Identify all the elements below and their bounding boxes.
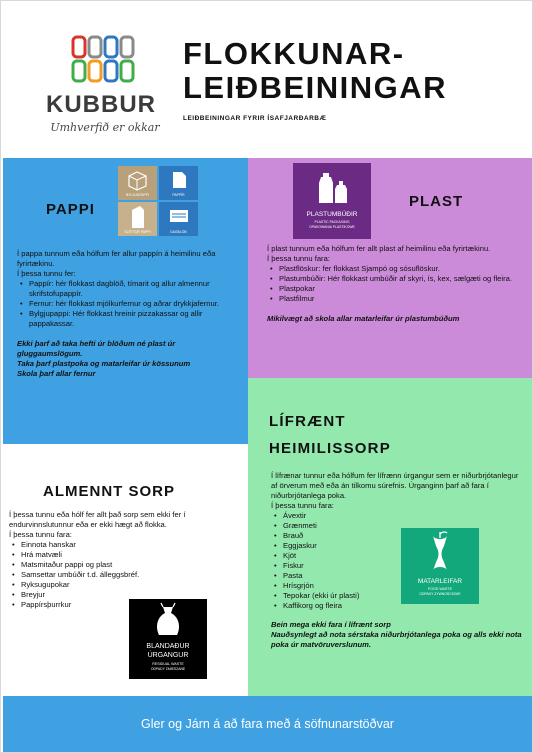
lifraent-list-intro: Í þessa tunnu fara:: [271, 501, 334, 510]
list-item: • Pappírsþurrkur: [9, 600, 239, 610]
blandadur-title: BLANDAÐUR: [146, 643, 190, 650]
list-item: • Grænmeti: [271, 521, 523, 531]
plast-list-intro: Í þessa tunnu fara:: [267, 254, 330, 263]
plastumbudir-sub: OPAKOWANIA PLASTIKOWE: [309, 225, 355, 229]
list-item: • Pasta: [271, 571, 523, 581]
list-item: • Einnota hanskar: [9, 540, 239, 550]
logo-block: [89, 61, 101, 81]
list-item: • Fernur: hér flokkast mjólkurfernur og aðrar drykkjafernur.: [17, 299, 232, 309]
plastumbudir-sub: PLASTIC PACKAGING: [314, 220, 350, 224]
list-item: • Kjöt: [271, 551, 523, 561]
list-item: • Plastfilmur: [267, 294, 517, 304]
logo-mark-icon: [71, 35, 137, 83]
lifraent-intro: Í lífrænar tunnur eða hólfum fer lífrænn úrgangur sem er niðurbrjótanlegur af örverum með eða án tilkomu súrefnis. Úrganginn þarf að fara í niðurbrjótanlega poka.: [271, 471, 519, 500]
plast-list: [267, 264, 517, 304]
list-item: • Tepokar (ekki úr plasti): [271, 591, 523, 601]
tile-label-bylgjupappi: BYLGJUPAPPI: [126, 193, 149, 197]
pappi-list-intro: Í þessa tunnu fer:: [17, 269, 76, 278]
lifraent-note: Nauðsynlegt að nota sérstaka niðurbrjótanlega poka og alls ekki nota poka úr matvöruverslunum.: [271, 630, 522, 649]
lifraent-heading: LÍFRÆNT HEIMILISSORP: [269, 413, 391, 457]
list-item: • Fiskur: [271, 561, 523, 571]
tile-label-pappir: PAPPÍR: [172, 193, 185, 197]
pappi-note: Ekki þarf að taka hefti úr blöðum né plast úr gluggaumslögum.: [17, 339, 176, 358]
almennt-list-intro: Í þessa tunnu fara:: [9, 530, 72, 539]
page-subtitle: LEIÐBEININGAR FYRIR ÍSAFJARÐARBÆ: [183, 115, 327, 122]
plastumbudir-tile: [293, 163, 371, 239]
pappi-note: Taka þarf plastpoka og matarleifar úr kössunum: [17, 359, 191, 368]
pappi-heading: PAPPI: [46, 201, 95, 218]
blandadur-urgangur-tile: [129, 599, 207, 679]
apple-core-icon: [401, 528, 479, 578]
list-item: • Plastpokar: [267, 284, 517, 294]
list-item: • Plastflöskur: fer flokkast Sjampó og sósuflöskur.: [267, 264, 517, 274]
brand-name: KUBBUR: [46, 91, 156, 118]
logo-block: [121, 61, 133, 81]
list-item: • Hrá matvæli: [9, 550, 239, 560]
plast-note: Mikilvægt að skola allar matarleifar úr plastumbúðum: [267, 314, 460, 323]
almennt-heading: ALMENNT SORP: [43, 483, 175, 500]
logo-block: [105, 37, 117, 57]
list-item: • Plastumbúðir: Hér flokkast umbúðir af skyri, ís, kex, sælgæti og fleira.: [267, 274, 517, 284]
paper-category-tiles: [118, 166, 198, 236]
almennt-body: [9, 510, 239, 610]
almennt-intro: Í þessa tunnu eða hólf fer allt það sorp sem ekki fer í endurvinnslutunnur eða er ekki hægt að flokka.: [9, 510, 186, 529]
brand-tagline: Umhverfið er okkar: [50, 121, 160, 134]
tile-label-dagblod: DAGBLÖÐ: [170, 230, 187, 234]
list-item: • Kaffikorg og fleira: [271, 601, 523, 611]
plast-intro: Í plast tunnum eða hólfum fer allt plast af heimilinu eða fyrirtækinu.: [267, 244, 491, 253]
pappi-note: Skola þarf allar fernur: [17, 369, 96, 378]
list-item: • Ryksugupokar: [9, 580, 239, 590]
list-item: • Brauð: [271, 531, 523, 541]
matarleifar-tile: [401, 528, 479, 604]
list-item: • Matsmitaður pappi og plast: [9, 560, 239, 570]
blandadur-sub: RESIDUAL WASTE: [152, 662, 184, 666]
matarleifar-title: MATARLEIFAR: [417, 578, 463, 585]
logo-block: [105, 61, 117, 81]
list-item: • Hrísgrjón: [271, 581, 523, 591]
lifraent-note: Bein mega ekki fara í lífrænt sorp: [271, 620, 391, 629]
plastumbudir-title: PLASTUMBÚÐIR: [306, 211, 358, 218]
footer-banner: Gler og Járn á að fara með á söfnunarstöðvar: [3, 696, 532, 752]
kubbur-logo: [41, 31, 161, 141]
pappi-body: [17, 249, 232, 379]
page-title: FLOKKUNAR- LEIÐBEININGAR: [183, 36, 448, 105]
lifraent-body: [271, 471, 523, 650]
tile-label-slettur-pappi: SLÉTTUR PAPPI: [124, 230, 151, 234]
blandadur-sub: ODPADY ZMIESZANE: [150, 667, 186, 671]
logo-block: [73, 61, 85, 81]
plast-heading: PLAST: [409, 193, 464, 210]
matarleifar-sub: ODPADY ZYWNOSCIOWE: [419, 592, 461, 596]
list-item: • Ávextir: [271, 511, 523, 521]
trash-bag-icon: [129, 599, 207, 643]
lifraent-list: [271, 511, 523, 611]
blandadur-title: ÚRGANGUR: [147, 652, 189, 659]
logo-block: [121, 37, 133, 57]
plastic-bottle-icon: [293, 163, 371, 213]
list-item: • Pappír: hér flokkast dagblöð, tímarit og allur almennur skrifstofupappír.: [17, 279, 232, 299]
matarleifar-sub: FOOD WASTE: [427, 587, 453, 591]
pappi-intro: Í pappa tunnum eða hólfum fer allur pappín á heimilinu eða fyrirtækinu.: [17, 249, 216, 268]
plast-body: [267, 244, 517, 324]
paper-icons-icon: [118, 166, 198, 236]
list-item: • Eggjaskur: [271, 541, 523, 551]
list-item: • Bylgjupappi: Hér flokkast hreinir pizzakassar og allir pappakassar.: [17, 309, 232, 329]
pappi-list: [17, 279, 232, 329]
logo-block: [73, 37, 85, 57]
list-item: • Samsettar umbúðir t.d. álleggsbréf.: [9, 570, 239, 580]
logo-block: [89, 37, 101, 57]
list-item: • Breyjur: [9, 590, 239, 600]
